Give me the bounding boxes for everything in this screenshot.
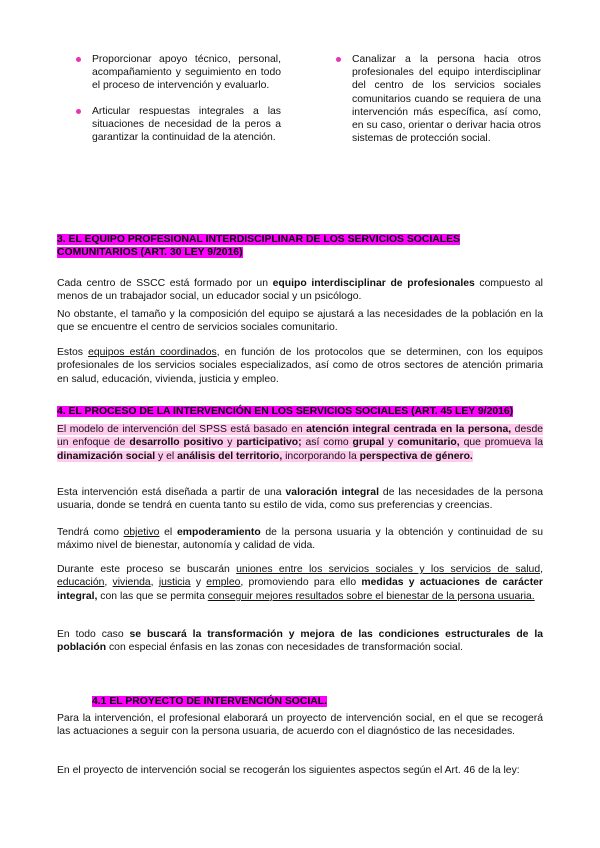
bullet-column-left	[76, 53, 281, 156]
section-4-1-heading: 4.1 EL PROYECTO DE INTERVENCIÓN SOCIAL.	[92, 696, 327, 707]
section-4-paragraph-2: Esta intervención está diseñada a partir de una valoración integral de las necesidades de la persona usuaria, donde se tendrá en cuenta tanto su estilo de vida, como sus preferencias y creencias.	[57, 487, 544, 512]
section-4-paragraph-1	[57, 423, 543, 463]
section-3-paragraph-2: No obstante, el tamaño y la composición del equipo se ajustará a las necesidades de la población en la que se encuentre el centro de servicios sociales comunitario.	[57, 309, 543, 334]
bullet-icon	[336, 57, 341, 62]
list-item: Articular respuestas integrales a las situaciones de necesidad de la peros a garantizar la continuidad de la atención.	[76, 105, 281, 145]
highlighted-text: El modelo de intervención del SPSS está basado en atención integral centrada en la persona, desde un enfoque de desarrollo positivo y participativo; así como grupal y comunitario, que promueva la dinamización social y el análisis del territorio, incorporando la perspectiva de género.	[57, 424, 543, 462]
section-4-1-paragraph-1: Para la intervención, el profesional elaborará un proyecto de intervención social, en el que se recogerá las actuaciones a seguir con la persona usuaria, de acuerdo con el diagnóstico de las necesidades.	[57, 713, 543, 738]
section-3-heading-block	[57, 233, 543, 259]
list-item: Proporcionar apoyo técnico, personal, acompañamiento y seguimiento en todo el proceso de intervención y evaluarlo.	[76, 53, 281, 93]
section-4-heading: 4. EL PROCESO DE LA INTERVENCIÓN EN LOS SERVICIOS SOCIALES (ART. 45 LEY 9/2016)	[57, 406, 514, 417]
bullet-icon	[76, 109, 81, 114]
section-4-paragraph-4: Durante este proceso se buscarán uniones entre los servicios sociales y los servicios de salud, educación, vivienda, justicia y empleo, promoviendo para ello medidas y actuaciones de carácter integral, con las que se permita conseguir mejores resultados sobre el bienestar de la persona usuaria.	[57, 564, 543, 602]
section-3-heading: 3. EL EQUIPO PROFESIONAL INTERDISCIPLINAR DE LOS SERVICIOS SOCIALES COMUNITARIOS (ART. 30 LEY 9/2016)	[57, 234, 460, 259]
bullet-icon	[76, 57, 81, 62]
bullet-column-right	[336, 53, 541, 157]
section-4-1-heading-block	[92, 695, 532, 708]
list-item: Canalizar a la persona hacia otros profesionales del equipo interdisciplinar del centro de los servicios sociales comunitarios cuando se requiera de una intervención más específica, así como, en su caso, orientar o derivar hacia otros sistemas de protección social.	[336, 53, 541, 145]
section-4-1-paragraph-2: En el proyecto de intervención social se recogerán los siguientes aspectos según el Art. 46 de la ley:	[57, 765, 520, 776]
section-3-paragraph-3: Estos equipos están coordinados, en función de los protocolos que se determinen, con los equipos profesionales de los servicios sociales especializados, así como de otros sectores de atención primaria en salud, educación, vivienda, justicia y empleo.	[57, 347, 543, 385]
section-4-heading-block	[57, 405, 543, 418]
section-4-paragraph-5: En todo caso se buscará la transformación y mejora de las condiciones estructurales de la población con especial énfasis en las zonas con necesidades de transformación social.	[57, 629, 543, 654]
section-4-paragraph-3: Tendrá como objetivo el empoderamiento de la persona usuaria y la obtención y continuidad de su máximo nivel de bienestar, autonomía y calidad de vida.	[57, 527, 543, 552]
section-3-paragraph-1: Cada centro de SSCC está formado por un equipo interdisciplinar de profesionales compuesto al menos de un trabajador social, un educador social y un psicólogo.	[57, 278, 543, 303]
